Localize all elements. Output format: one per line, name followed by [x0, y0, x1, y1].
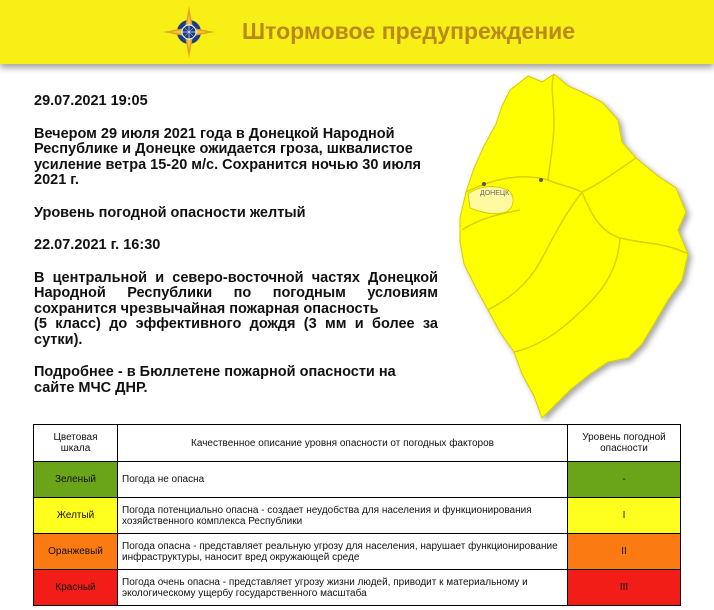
warning-more-link: Подробнее - в Бюллетене пожарной опасности на сайте МЧС ДНР.	[34, 364, 396, 396]
description-cell: Погода опасна - представляет реальную угрозу для населения, нарушает функционирование инфраструктуры, наносит вред окружающей среде	[118, 534, 568, 570]
column-header: Качественное описание уровня опасности от погодных факторов	[118, 425, 568, 462]
description-cell: Погода не опасна	[118, 462, 568, 498]
warnings-block	[34, 94, 438, 396]
level-cell: III	[568, 570, 681, 606]
warning-date: 22.07.2021 г. 16:30	[34, 237, 161, 253]
level-cell: -	[568, 462, 681, 498]
color-scale-cell: Зеленый	[34, 462, 118, 498]
description-cell: Погода потенциально опасна - создает неудобства для населения и функционирования хозяйственного комплекса Республики	[118, 498, 568, 534]
mchs-star-emblem-icon	[163, 6, 215, 58]
header-bar	[0, 0, 714, 64]
warning-text-continued: (5 класс) до эффективного дождя (3 мм и более за сутки).	[34, 316, 438, 348]
warning-text: В центральной и северо-восточной частях Донецкой Народной Республики по погодным условиям сохранится чрезвычайная пожарная опасность	[34, 269, 438, 317]
dnr-region-map	[450, 62, 700, 422]
color-scale-cell: Оранжевый	[34, 534, 118, 570]
table-header-row	[34, 425, 681, 462]
description-cell: Погода очень опасна - представляет угрозу жизни людей, приводит к материальному и экологическому ущербу государственного масштаба	[118, 570, 568, 606]
warning-text: Вечером 29 июля 2021 года в Донецкой Народной Республике и Донецке ожидается гроза, шквалистое усиление ветра 15-20 м/с. Сохранится ночью 30 июля 2021 г.	[34, 125, 422, 188]
column-header: Уровень погодной опасности	[568, 425, 681, 462]
column-header: Цветовая шкала	[34, 425, 118, 462]
warning-date: 29.07.2021 19:05	[34, 93, 148, 109]
warning-level: Уровень погодной опасности желтый	[34, 204, 306, 221]
color-scale-cell: Желтый	[34, 498, 118, 534]
table-row	[34, 534, 681, 570]
table-row	[34, 570, 681, 606]
map-city-label: ДОНЕЦК	[480, 190, 510, 197]
level-cell: II	[568, 534, 681, 570]
page-title: Штормовое предупреждение	[242, 18, 576, 44]
level-cell: I	[568, 498, 681, 534]
color-scale-cell: Красный	[34, 570, 118, 606]
danger-level-table	[33, 424, 681, 606]
table-row	[34, 462, 681, 498]
table-row	[34, 498, 681, 534]
